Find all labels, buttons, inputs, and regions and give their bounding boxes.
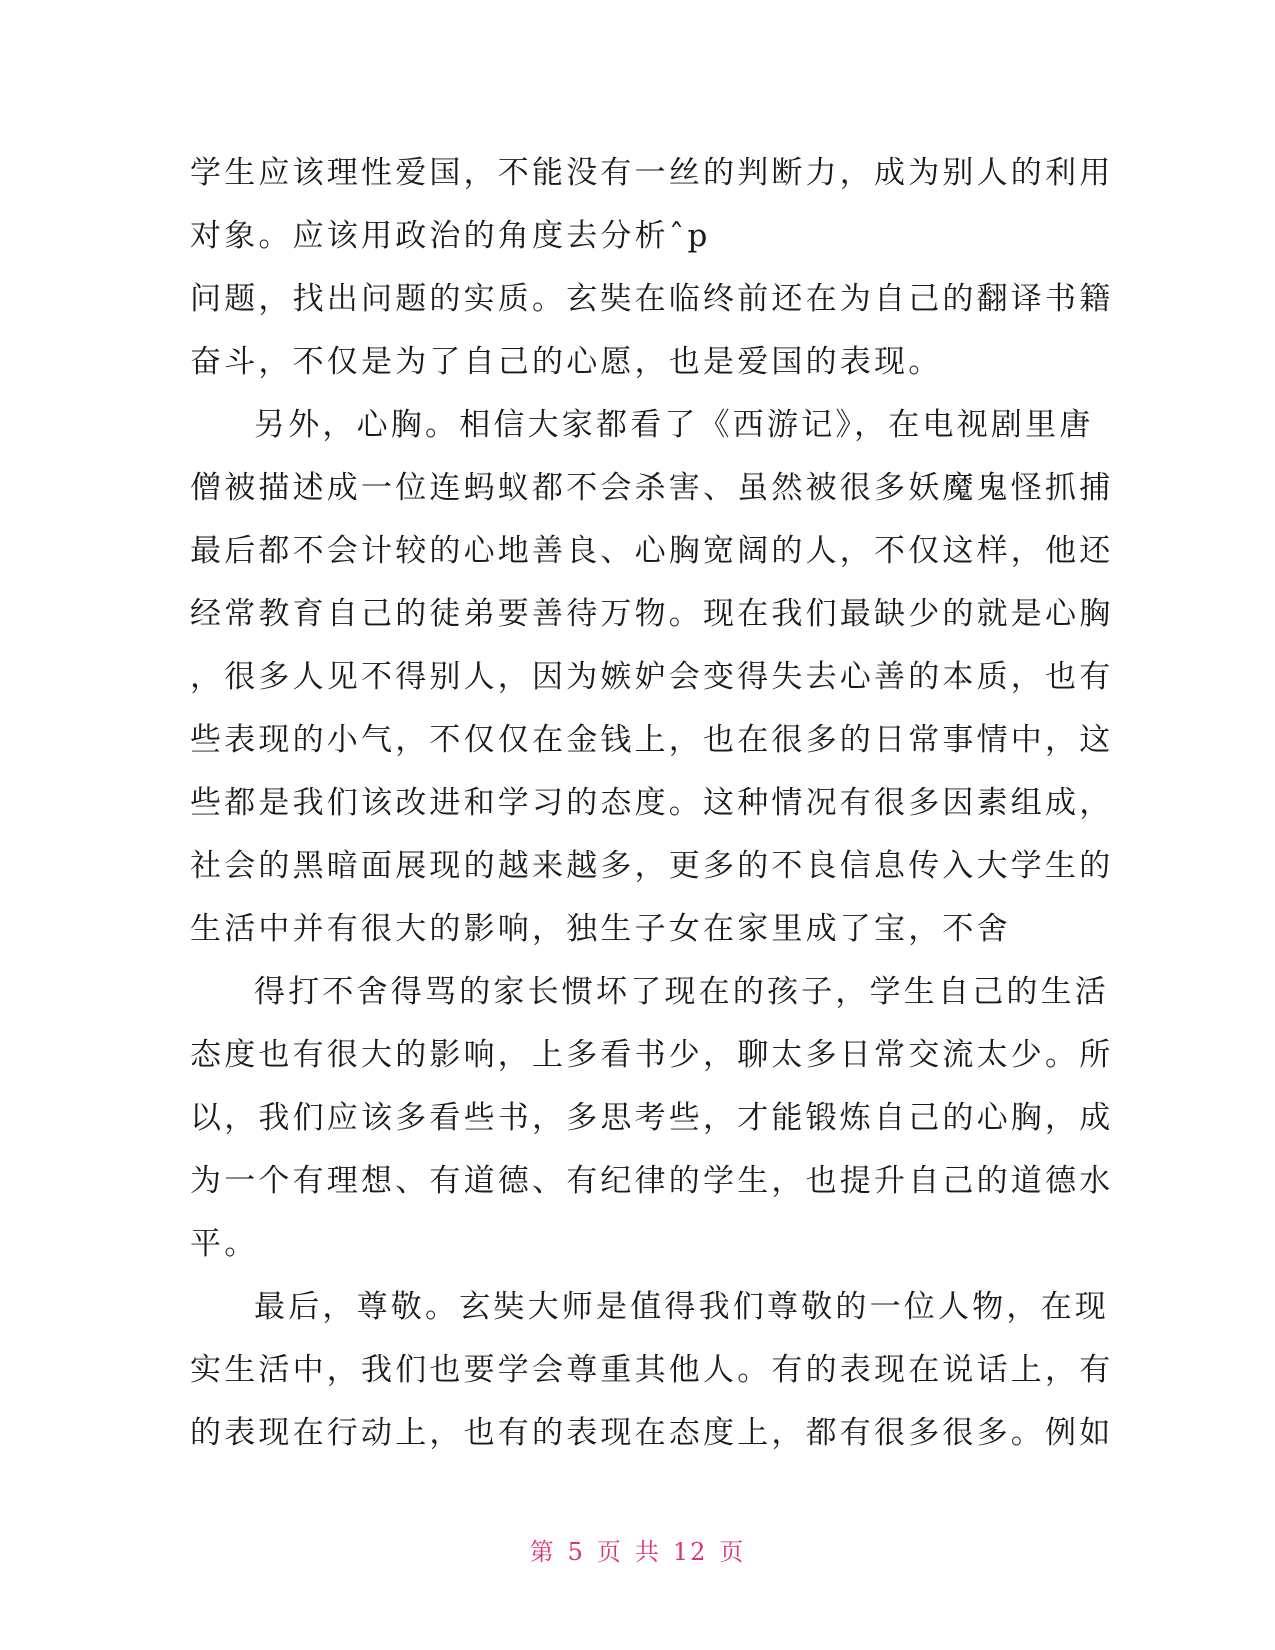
text-line: 僧被描述成一位连蚂蚁都不会杀害、虽然被很多妖魔鬼怪抓捕 <box>190 470 1114 506</box>
text-line: 以，我们应该多看些书，多思考些，才能锻炼自己的心胸，成 <box>190 1100 1114 1136</box>
document-body <box>190 142 1114 1465</box>
footer-page-word: 页 <box>596 1538 623 1566</box>
text-line: 问题，找出问题的实质。玄奘在临终前还在为自己的翻译书籍 <box>190 281 1114 317</box>
page-number-footer <box>0 1532 1275 1567</box>
paragraph-start-line: 得打不舍得骂的家长惯坏了现在的孩子，学生自己的生活 <box>254 974 1109 1010</box>
text-line: 奋斗，不仅是为了自己的心愿，也是爱国的表现。 <box>190 344 943 380</box>
paragraph-start-line: 另外，心胸。相信大家都看了《西游记》，在电视剧里唐 <box>254 407 1094 443</box>
text-line: 生活中并有很大的影响，独生子女在家里成了宝，不舍 <box>190 911 1011 947</box>
text-line: ，很多人见不得别人，因为嫉妒会变得失去心善的本质，也有 <box>190 659 1114 695</box>
footer-suffix: 页 <box>719 1538 746 1566</box>
footer-prefix: 第 <box>529 1538 556 1566</box>
text-line: 最后都不会计较的心地善良、心胸宽阔的人，不仅这样，他还 <box>190 533 1114 569</box>
text-line: 为一个有理想、有道德、有纪律的学生，也提升自己的道德水 <box>190 1163 1114 1199</box>
footer-total-label: 共 <box>634 1538 661 1566</box>
text-line: 对象。应该用政治的角度去分析ˆp <box>190 218 711 254</box>
text-line: 态度也有很大的影响，上多看书少，聊太多日常交流太少。所 <box>190 1037 1114 1073</box>
text-line: 平。 <box>190 1226 259 1262</box>
total-pages-number: 12 <box>672 1538 708 1566</box>
text-line: 社会的黑暗面展现的越来越多，更多的不良信息传入大学生的 <box>190 848 1114 884</box>
text-line: 的表现在行动上，也有的表现在态度上，都有很多很多。例如 <box>190 1415 1114 1451</box>
text-line: 学生应该理性爱国，不能没有一丝的判断力，成为别人的利用 <box>190 155 1114 191</box>
current-page-number: 5 <box>567 1538 585 1566</box>
text-line: 经常教育自己的徒弟要善待万物。现在我们最缺少的就是心胸 <box>190 596 1114 632</box>
text-line: 些都是我们该改进和学习的态度。这种情况有很多因素组成， <box>190 785 1114 821</box>
paragraph-start-line: 最后，尊敬。玄奘大师是值得我们尊敬的一位人物，在现 <box>254 1289 1109 1325</box>
text-line: 实生活中，我们也要学会尊重其他人。有的表现在说话上，有 <box>190 1352 1114 1388</box>
text-line: 些表现的小气，不仅仅在金钱上，也在很多的日常事情中，这 <box>190 722 1114 758</box>
